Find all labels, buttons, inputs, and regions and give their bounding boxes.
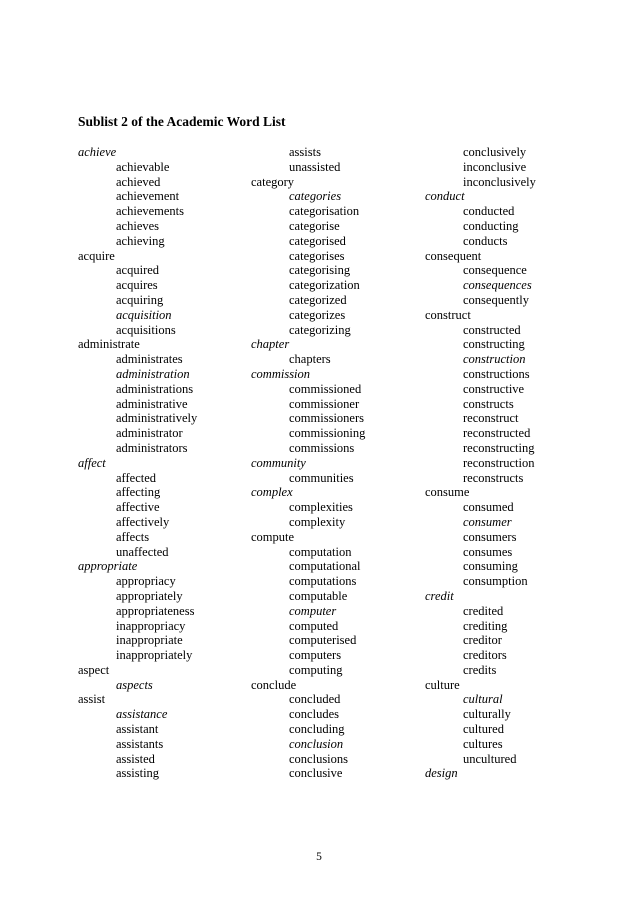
word-family-member: categories bbox=[289, 189, 342, 204]
headword: credit bbox=[425, 588, 454, 603]
word-family-member: conclusions bbox=[289, 751, 349, 766]
word-family-member: affective bbox=[116, 500, 160, 515]
word-family-member: reconstructs bbox=[463, 470, 524, 485]
word-family-member: consequently bbox=[463, 292, 529, 307]
word-family-member: assists bbox=[289, 145, 321, 159]
word-family-member: construction bbox=[463, 352, 526, 367]
word-list-column-2 bbox=[251, 145, 365, 781]
word-family-member: acquisitions bbox=[116, 322, 176, 337]
word-family-member: cultural bbox=[463, 692, 503, 707]
word-family-member: conducts bbox=[463, 233, 508, 248]
word-family-member: chapters bbox=[289, 352, 331, 367]
headword: commission bbox=[251, 366, 311, 381]
word-family-member: uncultured bbox=[463, 751, 517, 766]
headword: consume bbox=[425, 485, 470, 500]
word-family-member: complexities bbox=[289, 500, 353, 515]
word-family-member: computer bbox=[289, 603, 337, 618]
word-family-member: commissioner bbox=[289, 396, 360, 411]
word-family-member: acquired bbox=[116, 263, 160, 278]
word-family-member: administratively bbox=[116, 411, 198, 426]
word-family-member: commissioners bbox=[289, 411, 364, 426]
headword: community bbox=[251, 455, 306, 470]
headword: aspect bbox=[78, 662, 110, 677]
word-family-member: categorized bbox=[289, 292, 347, 307]
word-family-member: commissioning bbox=[289, 426, 366, 441]
word-family-member: administrative bbox=[116, 396, 188, 411]
word-family-member: commissioned bbox=[289, 381, 362, 396]
word-family-member: consumer bbox=[463, 514, 512, 529]
word-family-member: consequence bbox=[463, 263, 527, 278]
word-family-member: consuming bbox=[463, 559, 518, 574]
word-family-member: computable bbox=[289, 588, 348, 603]
word-family-member: administrations bbox=[116, 381, 194, 396]
word-family-member: categorizing bbox=[289, 322, 351, 337]
headword: conclude bbox=[251, 677, 297, 692]
word-family-member: assisted bbox=[116, 751, 155, 766]
word-family-member: credits bbox=[463, 662, 497, 677]
word-family-member: concluding bbox=[289, 722, 345, 737]
word-family-member: computerised bbox=[289, 633, 357, 648]
headword: administrate bbox=[78, 337, 140, 352]
word-family-member: acquiring bbox=[116, 292, 164, 307]
headword: design bbox=[425, 766, 458, 781]
word-family-member: complexity bbox=[289, 514, 346, 529]
word-family-member: categorise bbox=[289, 218, 340, 233]
word-family-member: concludes bbox=[289, 707, 339, 722]
word-family-member: constructive bbox=[463, 381, 525, 396]
word-family-member: inappropriacy bbox=[116, 618, 186, 633]
word-family-member: computing bbox=[289, 662, 343, 677]
word-family-member: achievable bbox=[116, 159, 170, 174]
word-family-member: concluded bbox=[289, 692, 341, 707]
headword: affect bbox=[78, 455, 106, 470]
word-family-member: assisting bbox=[116, 766, 160, 781]
word-family-member: assistants bbox=[116, 736, 164, 751]
word-family-member: computations bbox=[289, 574, 357, 589]
word-family-member: conclusion bbox=[289, 736, 344, 751]
word-family-member: administrator bbox=[116, 426, 183, 441]
word-family-member: achieving bbox=[116, 233, 165, 248]
page-title: Sublist 2 of the Academic Word List bbox=[78, 114, 286, 129]
word-family-member: aspects bbox=[116, 677, 153, 692]
word-family-member: consumption bbox=[463, 574, 528, 589]
word-family-member: reconstruct bbox=[463, 411, 519, 426]
headword: category bbox=[251, 174, 295, 189]
word-family-member: culturally bbox=[463, 707, 511, 722]
word-family-member: achievements bbox=[116, 204, 185, 219]
word-family-member: categorised bbox=[289, 233, 346, 248]
word-family-member: credited bbox=[463, 603, 504, 618]
word-family-member: appropriately bbox=[116, 588, 183, 603]
word-family-member: inconclusive bbox=[463, 159, 527, 174]
headword: assist bbox=[78, 692, 106, 707]
word-family-member: creditor bbox=[463, 633, 502, 648]
word-family-member: cultured bbox=[463, 722, 504, 737]
headword: consequent bbox=[425, 248, 482, 263]
headword: acquire bbox=[78, 248, 115, 263]
word-family-member: commissions bbox=[289, 440, 355, 455]
word-family-member: reconstructed bbox=[463, 426, 531, 441]
word-family-member: categorising bbox=[289, 263, 351, 278]
word-family-member: computed bbox=[289, 618, 339, 633]
word-family-member: administration bbox=[116, 366, 190, 381]
word-family-member: affecting bbox=[116, 485, 161, 500]
word-family-member: constructs bbox=[463, 396, 514, 411]
word-family-member: consequences bbox=[463, 278, 532, 293]
word-family-member: crediting bbox=[463, 618, 508, 633]
word-family-member: unassisted bbox=[289, 159, 341, 174]
word-family-member: consumers bbox=[463, 529, 517, 544]
headword: achieve bbox=[78, 145, 117, 159]
word-family-member: conducting bbox=[463, 218, 519, 233]
word-family-member: constructing bbox=[463, 337, 525, 352]
word-family-member: creditors bbox=[463, 648, 507, 663]
headword: appropriate bbox=[78, 559, 138, 574]
word-family-member: appropriateness bbox=[116, 603, 195, 618]
headword: construct bbox=[425, 307, 471, 322]
headword: complex bbox=[251, 485, 293, 500]
headword: compute bbox=[251, 529, 295, 544]
word-family-member: consumed bbox=[463, 500, 514, 515]
word-family-member: inappropriately bbox=[116, 648, 193, 663]
word-family-member: communities bbox=[289, 470, 354, 485]
word-family-member: acquires bbox=[116, 278, 158, 293]
page-number: 5 bbox=[316, 851, 322, 863]
word-family-member: computational bbox=[289, 559, 361, 574]
headword: conduct bbox=[425, 189, 465, 204]
word-family-member: reconstruction bbox=[463, 455, 535, 470]
word-family-member: assistant bbox=[116, 722, 159, 737]
word-family-member: achieved bbox=[116, 174, 161, 189]
word-family-member: administrators bbox=[116, 440, 188, 455]
word-family-member: unaffected bbox=[116, 544, 169, 559]
word-family-member: categorisation bbox=[289, 204, 360, 219]
headword: chapter bbox=[251, 337, 290, 352]
word-list-column-1 bbox=[78, 145, 197, 781]
word-family-member: achievement bbox=[116, 189, 180, 204]
word-family-member: inconclusively bbox=[463, 174, 536, 189]
word-family-member: computers bbox=[289, 648, 342, 663]
word-family-member: categorises bbox=[289, 248, 345, 263]
word-family-member: affected bbox=[116, 470, 157, 485]
word-family-member: categorization bbox=[289, 278, 360, 293]
word-family-member: consumes bbox=[463, 544, 513, 559]
word-family-member: conducted bbox=[463, 204, 515, 219]
word-family-member: cultures bbox=[463, 736, 503, 751]
word-family-member: constructions bbox=[463, 366, 530, 381]
word-family-member: affects bbox=[116, 529, 150, 544]
word-family-member: inappropriate bbox=[116, 633, 183, 648]
word-family-member: achieves bbox=[116, 218, 160, 233]
word-family-member: conclusive bbox=[289, 766, 343, 781]
word-family-member: assistance bbox=[116, 707, 168, 722]
word-family-member: appropriacy bbox=[116, 574, 176, 589]
word-family-member: computation bbox=[289, 544, 352, 559]
word-family-member: conclusively bbox=[463, 145, 527, 159]
word-family-member: constructed bbox=[463, 322, 521, 337]
word-family-member: reconstructing bbox=[463, 440, 535, 455]
word-family-member: acquisition bbox=[116, 307, 172, 322]
word-list-column-3 bbox=[425, 145, 536, 781]
word-family-member: categorizes bbox=[289, 307, 346, 322]
headword: culture bbox=[425, 677, 460, 692]
word-family-member: administrates bbox=[116, 352, 183, 367]
word-family-member: affectively bbox=[116, 514, 170, 529]
